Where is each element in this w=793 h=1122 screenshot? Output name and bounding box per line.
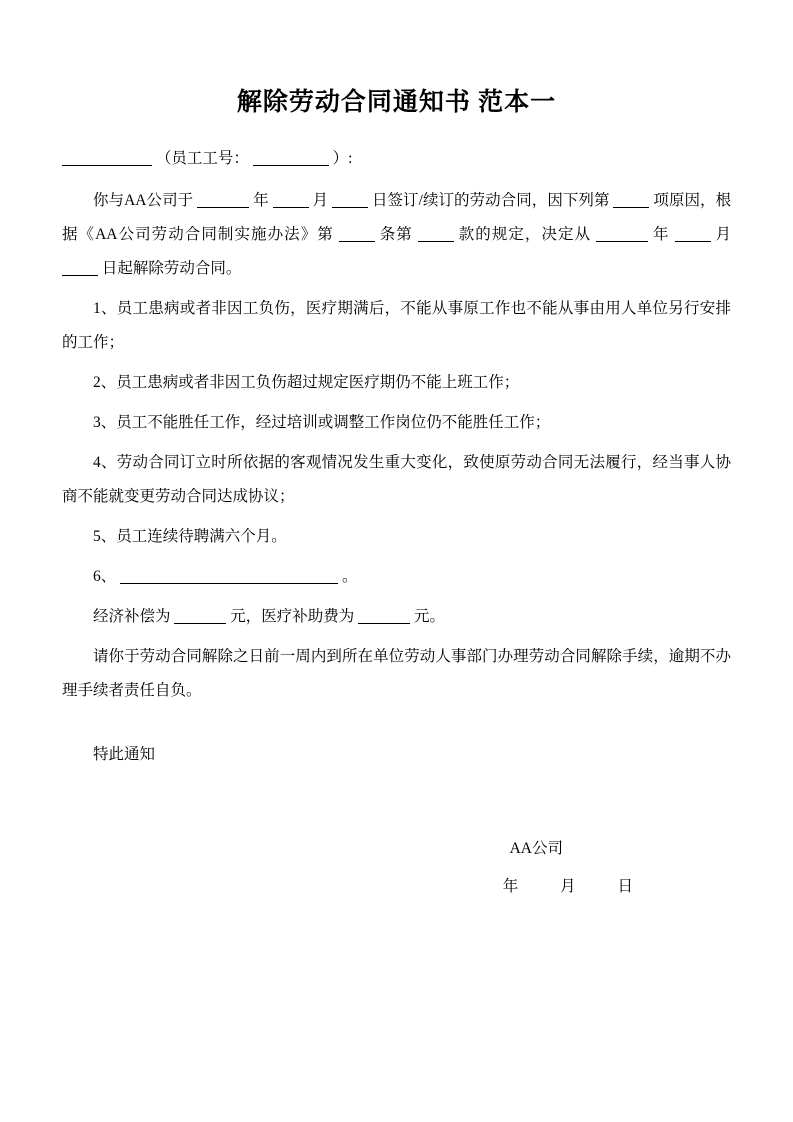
reason-item-3: 3、员工不能胜任工作，经过培训或调整工作岗位仍不能胜任工作； [93, 414, 551, 431]
intro-seg4: 日签订/续订的劳动合同，因下列第 [371, 192, 610, 209]
reason-item-6 [62, 560, 731, 594]
intro-seg10: 日起解除劳动合同。 [101, 260, 242, 277]
signature-block [62, 830, 731, 906]
economic-compensation-blank[interactable] [174, 606, 226, 624]
document-body [62, 184, 731, 772]
reason-item-4: 4、劳动合同订立时所依据的客观情况发生重大变化，致使原劳动合同无法履行，经当事人协商不能就变更劳动合同达成协议； [62, 454, 731, 505]
employee-name-blank[interactable] [62, 148, 152, 166]
reason-number-blank[interactable] [613, 190, 649, 208]
employee-id-blank[interactable] [253, 148, 329, 166]
intro-seg8: 年 [653, 226, 670, 243]
compensation-seg1: 经济补偿为 [93, 608, 171, 625]
intro-seg2: 年 [253, 192, 269, 209]
signature-year-label: 年 [502, 877, 521, 895]
employee-id-label-close: ）: [332, 150, 353, 167]
reason-item-2: 2、员工患病或者非因工负伤超过规定医疗期仍不能上班工作； [93, 374, 520, 391]
signature-month-label: 月 [560, 877, 578, 895]
intro-seg1: 你与AA公司于 [93, 192, 194, 209]
notice-line: 特此通知 [93, 745, 156, 763]
clause-number-blank[interactable] [418, 224, 454, 242]
sign-month-blank[interactable] [273, 190, 309, 208]
terminate-year-blank[interactable] [596, 224, 648, 242]
reason-six-number: 6、 [93, 568, 117, 585]
medical-subsidy-blank[interactable] [358, 606, 410, 624]
sign-day-blank[interactable] [332, 190, 368, 208]
page-title: 解除劳动合同通知书 范本一 [236, 89, 557, 116]
terminate-day-blank[interactable] [62, 258, 98, 276]
reason-item-1: 1、员工患病或者非因工负伤，医疗期满后，不能从事原工作也不能从事由用人单位另行安排的工作； [62, 300, 731, 351]
closing-paragraph: 请你于劳动合同解除之日前一周内到所在单位劳动人事部门办理劳动合同解除手续，逾期不办理手续者责任自负。 [62, 648, 731, 699]
reason-six-blank[interactable] [120, 566, 338, 584]
intro-paragraph [62, 184, 731, 286]
intro-seg5: 项原因，根据《AA公司劳动合同制实施办法》第 [62, 192, 732, 243]
terminate-month-blank[interactable] [675, 224, 711, 242]
reason-six-period: 。 [342, 568, 358, 585]
intro-seg7: 款的规定，决定从 [458, 226, 592, 243]
intro-seg3: 月 [312, 192, 329, 209]
compensation-line [62, 600, 731, 634]
employee-header-row [62, 144, 731, 174]
sign-year-blank[interactable] [197, 190, 249, 208]
compensation-seg3: 元。 [414, 608, 446, 625]
intro-seg9: 月 [715, 226, 731, 243]
signature-company: AA公司 [509, 839, 563, 857]
compensation-seg2: 元，医疗补助费为 [230, 608, 355, 625]
employee-id-label-open: （员工工号： [155, 150, 249, 167]
signature-day-label: 日 [617, 877, 635, 895]
article-number-blank[interactable] [339, 224, 375, 242]
intro-seg6: 条第 [379, 226, 413, 243]
reason-item-5: 5、员工连续待聘满六个月。 [93, 528, 287, 545]
signature-date [62, 868, 731, 906]
